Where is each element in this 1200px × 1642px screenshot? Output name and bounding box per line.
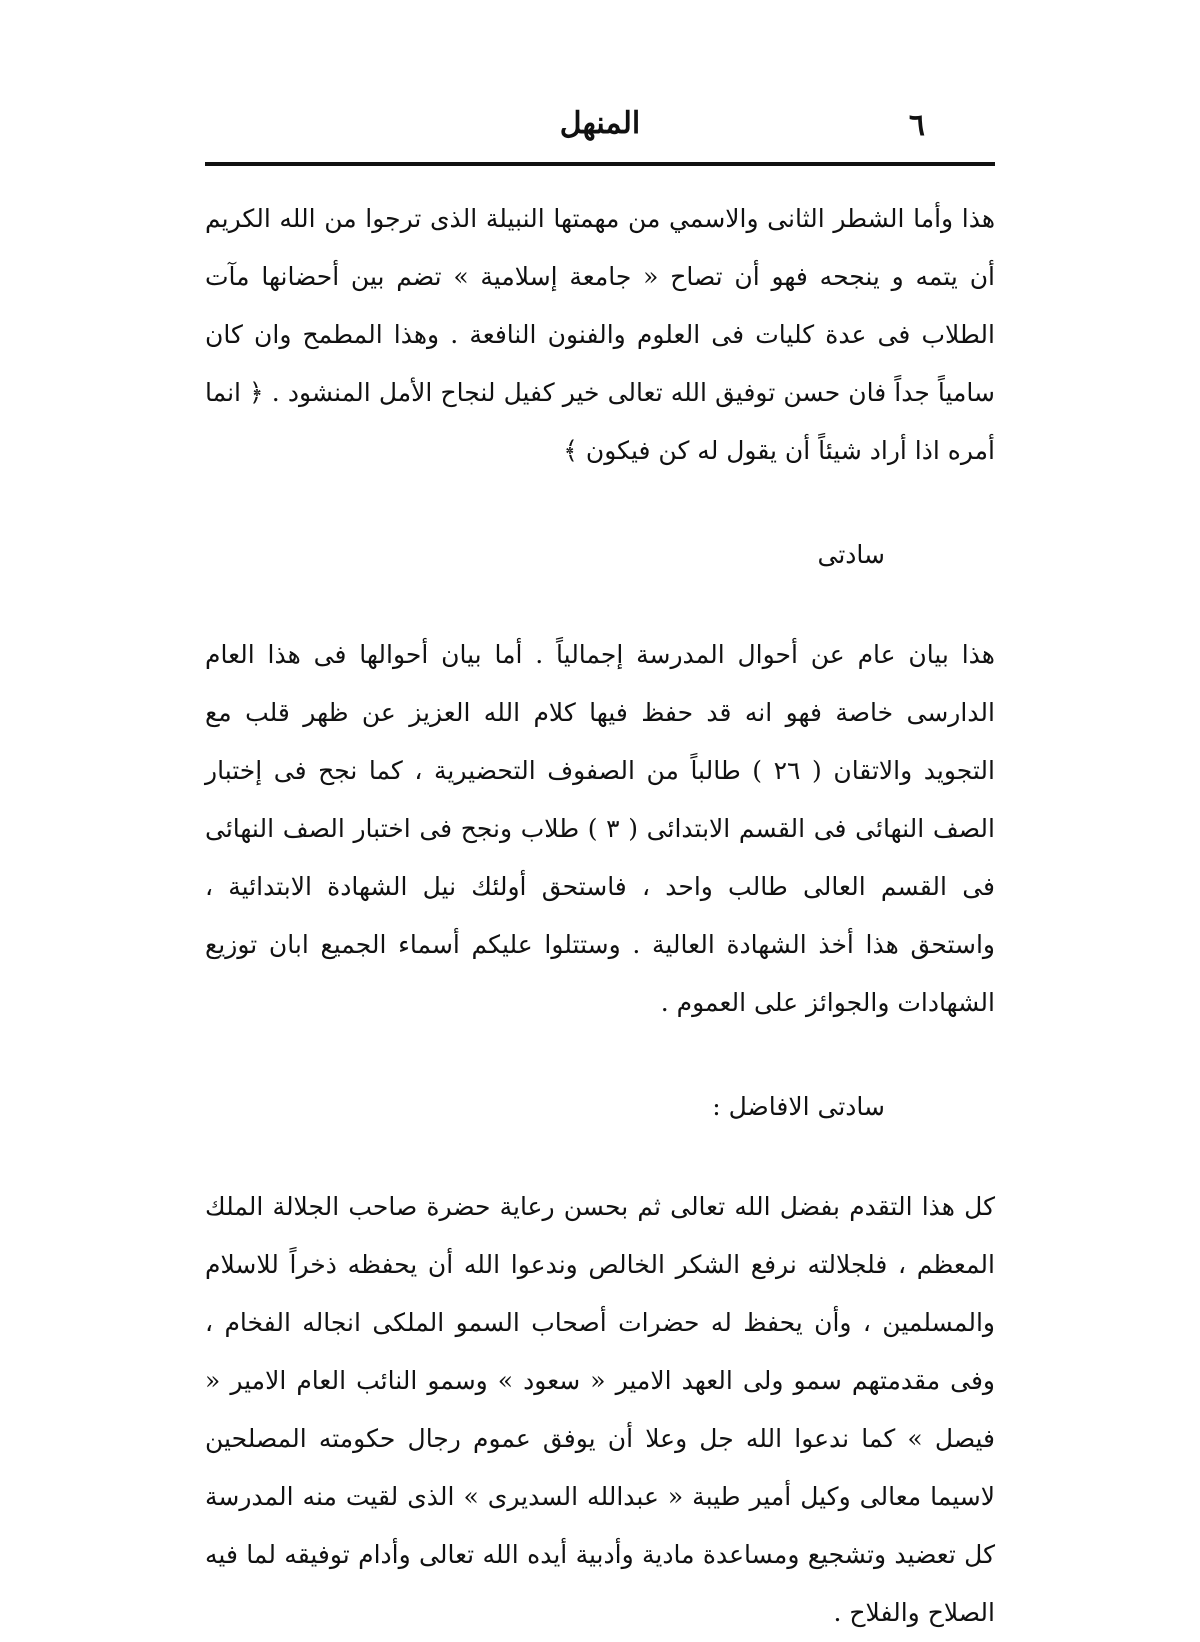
paragraph-2: هذا بيان عام عن أحوال المدرسة إجمالياً . أما بيان أحوالها فى هذا العام الدارسى خاصة فهو انه قد حفظ فيها كلام الله العزيز عن ظهر قلب مع التجويد والاتقان ( ٢٦ ) طالباً من الصفوف التحضيرية ، كما نجح فى إختبار الصف النهائى فى القسم الابتدائى ( ٣ ) طلاب ونجح فى اختبار الصف النهائى فى القسم العالى طالب واحد ، فاستحق أولئك نيل الشهادة الابتدائية ، واستحق هذا أخذ الشهادة العالية . وستتلوا عليكم أسماء الجميع ابان توزيع الشهادات والجوائز على العموم . <box>205 640 995 1017</box>
paragraph-3: كل هذا التقدم بفضل الله تعالى ثم بحسن رعاية حضرة صاحب الجلالة الملك المعظم ، فلجلالته نرفع الشكر الخالص وندعوا الله أن يحفظه ذخراً للاسلام والمسلمين ، وأن يحفظ له حضرات أصحاب السمو الملكى انجاله الفخام ، وفى مقدمتهم سمو ولى العهد الامير « سعود » وسمو النائب العام الامير « فيصل » كما ندعوا الله جل وعلا أن يوفق عموم رجال حكومته المصلحين لاسيما معالى وكيل أمير طيبة « عبدالله السديرى » الذى لقيت منه المدرسة كل تعضيد وتشجيع ومساعدة مادية وأدبية أيده الله تعالى وأدام توفيقه لما فيه الصلاح والفلاح . <box>205 1192 995 1627</box>
body-text <box>205 190 995 1642</box>
address-1: سادتى <box>817 540 885 569</box>
running-title: المنهل <box>559 106 641 141</box>
paragraph-1: هذا وأما الشطر الثانى والاسمي من مهمتها النبيلة الذى ترجوا من الله الكريم أن يتمه و ينجحه فهو أن تصاح « جامعة إسلامية » تضم بين أحضانها مآت الطلاب فى عدة كليات فى العلوم والفنون النافعة . وهذا المطمح وان كان سامياً جداً فان حسن توفيق الله تعالى خير كفيل لنجاح الأمل المنشود . ﴿ انما أمره اذا أراد شيئاً أن يقول له كن فيكون ﴾ <box>205 204 995 465</box>
page-number: ٦ <box>908 108 925 143</box>
page-header <box>205 100 995 160</box>
address-2: سادتى الافاضل : <box>712 1092 885 1121</box>
header-rule <box>205 162 995 166</box>
